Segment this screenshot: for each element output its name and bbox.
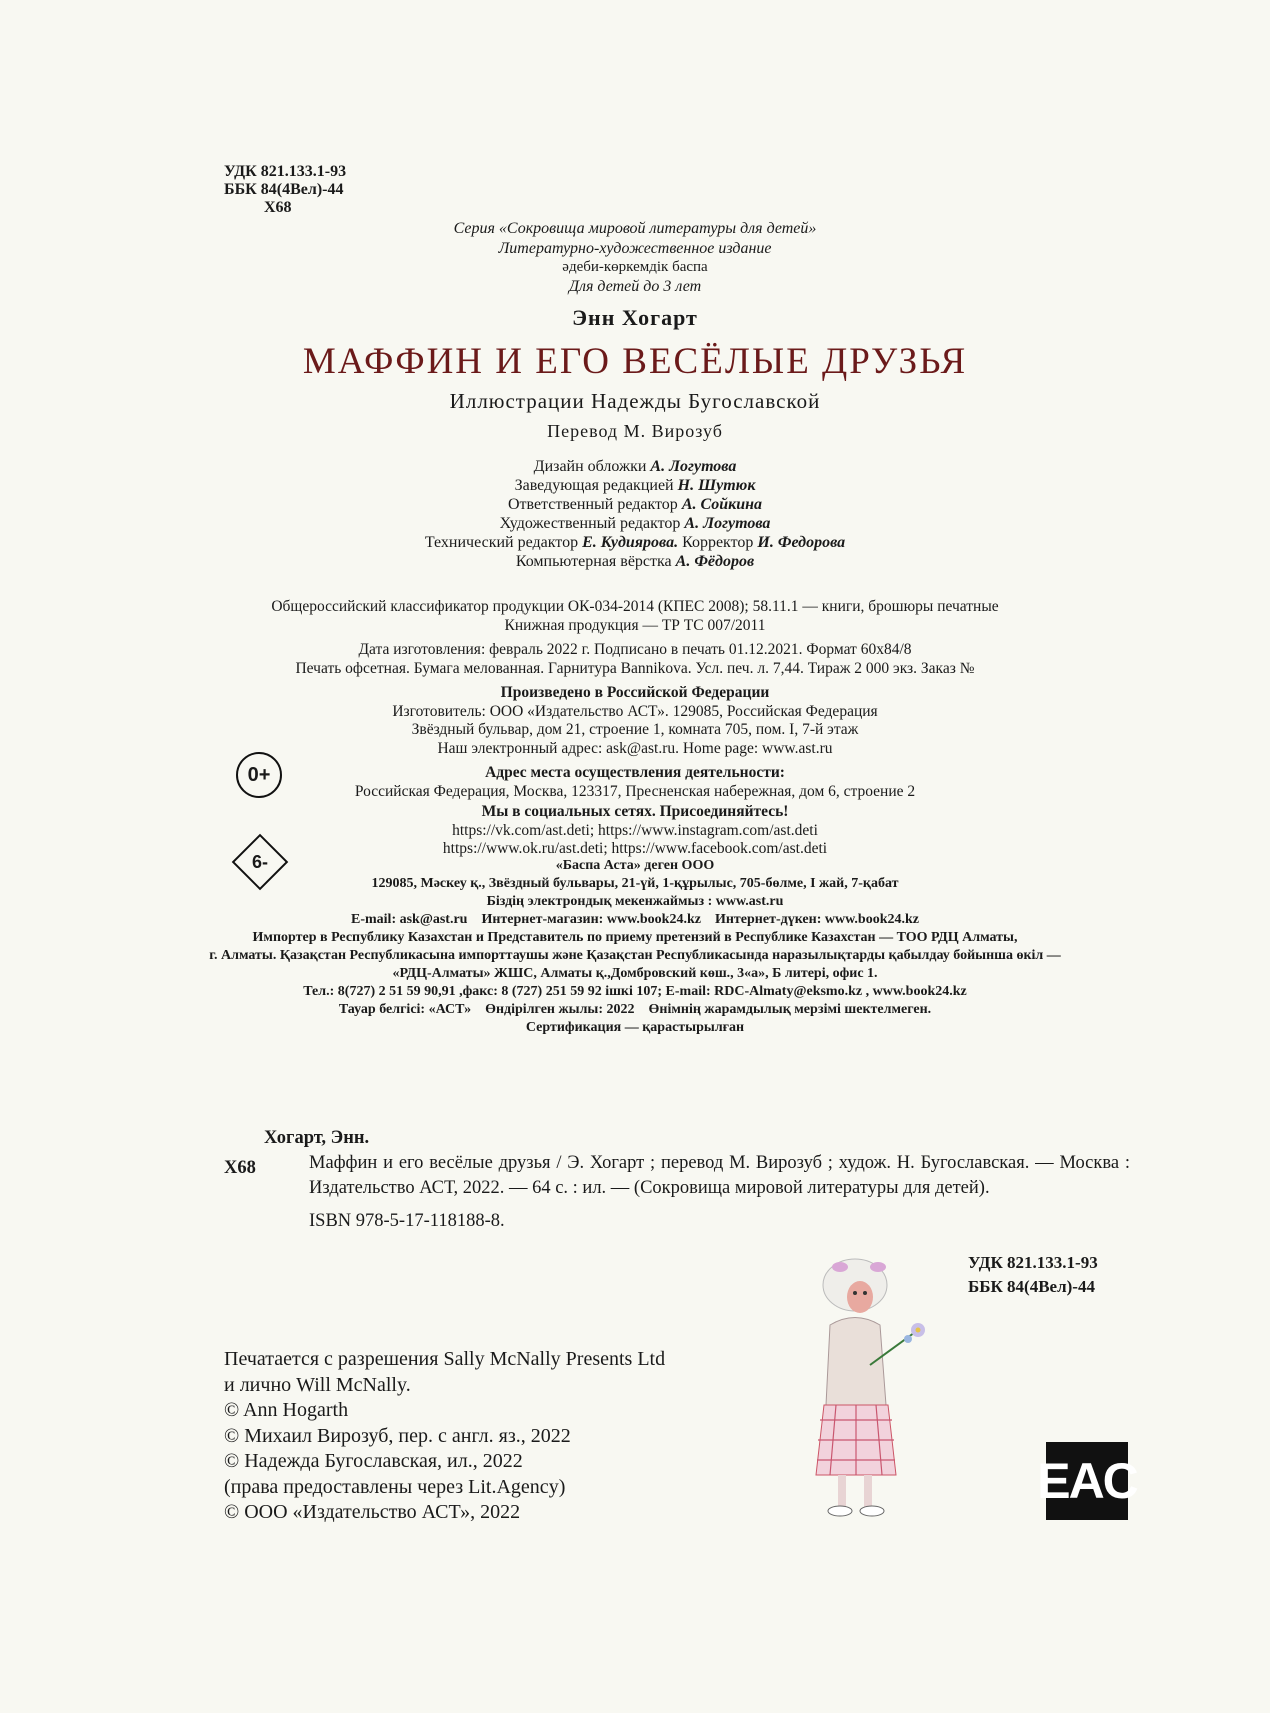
credit-line: Дизайн обложки А. Логутова xyxy=(533,458,737,475)
print-line: Печать офсетная. Бумага мелованная. Гарнитура Bannikova. Усл. печ. л. 7,44. Тираж 2 000 экз. Заказ № xyxy=(295,659,975,677)
edition-type-kz: әдеби-көркемдік баспа xyxy=(562,259,708,275)
udk-block-right: УДК 821.133.1-93 ББК 84(4Вел)-44 xyxy=(968,1253,1098,1296)
social-links-2: https://www.ok.ru/ast.deti; https://www.facebook.com/ast.deti xyxy=(442,840,828,857)
credits xyxy=(0,457,1270,571)
email-line: Наш электронный адрес: ask@ast.ru. Home page: www.ast.ru xyxy=(437,739,833,757)
bbk-code: ББК 84(4Вел)-44 xyxy=(224,181,344,198)
udk-code: УДК 821.133.1-93 xyxy=(224,163,347,180)
bibliographic-record xyxy=(224,1126,1130,1234)
age-note: Для детей до 3 лет xyxy=(568,278,702,295)
credit-line: Технический редактор Е. Кудиярова. Корректор И. Федорова xyxy=(424,534,846,551)
series-line: Серия «Сокровища мировой литературы для детей» xyxy=(453,220,817,237)
date-line: Дата изготовления: февраль 2022 г. Подписано в печать 01.12.2021. Формат 60x84/8 xyxy=(358,641,912,658)
copyright-line: и лично Will McNally. xyxy=(224,1373,411,1396)
copyright-line: © Надежда Бугославская, ил., 2022 xyxy=(224,1450,523,1472)
eac-certification-icon: EAC xyxy=(1046,1442,1128,1520)
imprint xyxy=(0,598,1270,859)
copyright-line: Печатается с разрешения Sally McNally Presents Ltd xyxy=(224,1348,666,1370)
copyright-block xyxy=(224,1347,665,1526)
maker-line: Изготовитель: ООО «Издательство АСТ». 129085, Российская Федерация xyxy=(392,702,878,720)
copyright-line: © ООО «Издательство АСТ», 2022 xyxy=(224,1501,521,1523)
bib-heading: Хогарт, Энн. xyxy=(264,1128,370,1148)
author-mark: Х68 xyxy=(264,199,292,216)
credit-line: Художественный редактор А. Логутова xyxy=(499,515,771,532)
copyright-line: © Ann Hogarth xyxy=(224,1399,349,1421)
isbn: ISBN 978-5-17-118188-8. xyxy=(309,1211,505,1231)
credit-line: Заведующая редакцией Н. Шутюк xyxy=(514,477,756,494)
kz-imprint: «Баспа Аста» деген ООО 129085, Мәскеу қ., Звёздный бульвары, 21-үй, 1-құрылыс, 705-бөлме, I жай, 7-қабат Біздің электрондық мекенжаймыз : www.ast.ru E-mail: ask@ast.ru Интернет-магазин: www.book24.kz Интернет-дүкен: www.book24.kz Импортер в Республику Казахстан и Представитель по приему претензий в Республике Казахстан — ТОО РДЦ Алматы, г. Алматы. Қазақстан Республикасына импорттаушы және Қазақстан Республикасында наразылықтарды қабылдау бойынша өкіл — «РДЦ-Алматы» ЖШС, Алматы қ.,Домбровский көш., 3«а», Б литері, офис 1. Тел.: 8(727) 2 51 59 90,91 ,факс: 8 (727) 251 59 92 ішкі 107; E-mail: RDC-Almaty@eksmo.kz , www.book24.kz Тауар белгісі: «АСТ» Өндірілген жылы: 2022 Өнімнің жарамдылық мерзімі шектелмеген. Сертификация — қарастырылған xyxy=(209,858,1061,1035)
activity-address: Российская Федерация, Москва, 123317, Пресненская набережная, дом 6, строение 2 xyxy=(354,782,916,800)
credit-line: Компьютерная вёрстка А. Фёдоров xyxy=(515,553,755,570)
address-line: Звёздный бульвар, дом 21, строение 1, комната 705, пом. I, 7-й этаж xyxy=(411,721,859,738)
book-title: МАФФИН И ЕГО ВЕСЁЛЫЕ ДРУЗЬЯ xyxy=(302,341,968,382)
activity-heading: Адрес места осуществления деятельности: xyxy=(485,764,785,781)
credit-line: Ответственный редактор А. Сойкина xyxy=(507,496,763,513)
illustrator-line: Иллюстрации Надежды Бугославской xyxy=(449,389,821,413)
bib-text: Маффин и его весёлые друзья / Э. Хогарт ; перевод М. Вирозуб ; худож. Н. Бугославская. — Москва : Издательство АСТ, 2022. — 64 с. : ил. — (Сокровища мировой литературы для детей). xyxy=(309,1153,1130,1198)
book-author: Энн Хогарт xyxy=(572,305,698,330)
okpd-line: Общероссийский классификатор продукции ОК-034-2014 (КПЕС 2008); 58.11.1 — книги, брошюры печатные xyxy=(271,598,999,615)
tr-line: Книжная продукция — ТР ТС 007/2011 xyxy=(504,616,766,634)
made-in-line: Произведено в Российской Федерации xyxy=(500,684,770,701)
lamb-illustration xyxy=(800,1255,940,1525)
social-links-1: https://vk.com/ast.deti; https://www.instagram.com/ast.deti xyxy=(452,821,818,839)
age-rating-6-icon: 6- xyxy=(232,834,289,891)
copyright-line: © Михаил Вирозуб, пер. с англ. яз., 2022 xyxy=(224,1424,571,1447)
bib-code: Х68 xyxy=(224,1158,256,1178)
edition-type: Литературно-художественное издание xyxy=(498,240,772,257)
udk-block xyxy=(224,163,346,217)
social-heading: Мы в социальных сетях. Присоединяйтесь! xyxy=(481,803,789,820)
age-rating-0-icon: 0+ xyxy=(236,752,282,798)
translator-line: Перевод М. Вирозуб xyxy=(547,421,723,441)
copyright-line: (права предоставлены через Lit.Agency) xyxy=(224,1475,566,1498)
